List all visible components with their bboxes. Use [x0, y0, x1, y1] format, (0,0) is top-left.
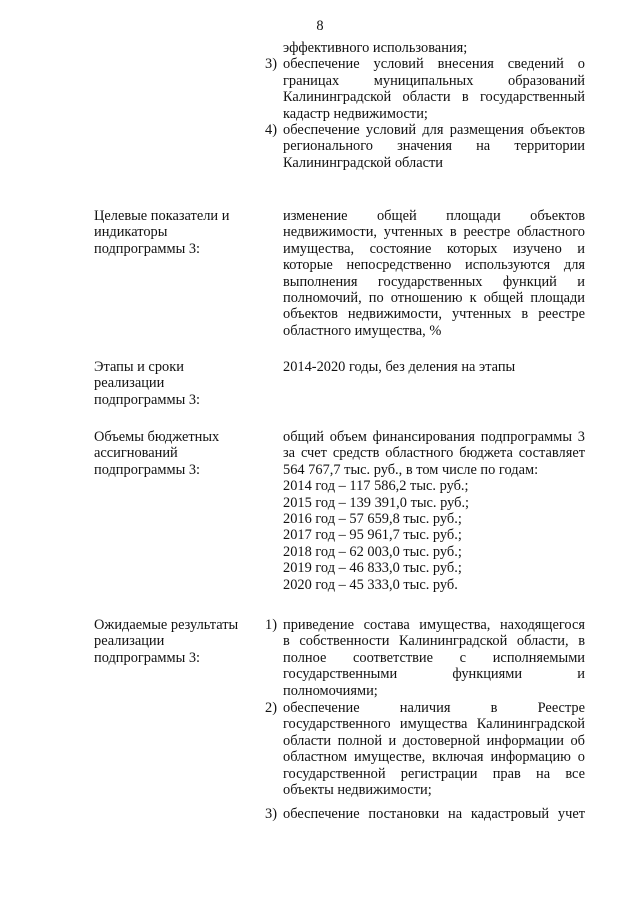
- list-item-text: обеспечение условий для размещения объектов регионального значения на территории Калининградской области: [283, 122, 585, 171]
- list-item-text: приведение состава имущества, находящегося в собственности Калининградской области, в полное соответствие с исполняемыми государственными функциями и полномочиями;: [283, 617, 585, 699]
- section-label: Целевые показатели и индикаторы подпрограммы 3:: [94, 208, 230, 257]
- list-item-number: 4): [265, 122, 277, 138]
- list-item-text: эффективного использования;: [283, 40, 468, 56]
- section-label: Этапы и сроки реализации подпрограммы 3:: [94, 359, 201, 408]
- list-item-text: обеспечение постановки на кадастровый учет: [283, 806, 585, 822]
- section-label: Объемы бюджетных ассигнований подпрограммы 3:: [94, 429, 220, 478]
- list-item-number: 1): [265, 617, 277, 633]
- list-item-text: обеспечение условий внесения сведений о границах муниципальных образований Калининградской области в государственный кадастр недвижимости;: [283, 56, 585, 122]
- list-item-text: обеспечение наличия в Реестре государственного имущества Калининградской области полной и достоверной информации об областном имуществе, включая информацию о государственной регистрации прав на все объекты недвижимости;: [283, 700, 585, 798]
- section-text: общий объем финансирования подпрограммы 3 за счет средств областного бюджета составляет 564 767,7 тыс. руб., в том числе по годам: 2014 год – 117 586,2 тыс. руб.; 2015 год – 139 391,0 тыс. руб.; 2016 год – 57 659,8 тыс. руб.; 2017 год – 95 961,7 тыс. руб.; 2018 год – 62 003,0 тыс. руб.; 2019 год – 46 833,0 тыс. руб.; 2020 год – 45 333,0 тыс. руб.: [283, 429, 585, 593]
- list-item-number: 3): [265, 806, 277, 822]
- section-text: изменение общей площади объектов недвижимости, учтенных в реестре областного имущества, состояние которых изучено и которые непосредственно используются для выполнения государственных функций и полномочий, по отношению к общей площади объектов недвижимости, учтенных в реестре областного имущества, %: [283, 208, 585, 339]
- list-item-number: 2): [265, 700, 277, 716]
- section-text: 2014-2020 годы, без деления на этапы: [283, 359, 516, 375]
- list-item-number: 3): [265, 56, 277, 73]
- section-label: Ожидаемые результаты реализации подпрограммы 3:: [94, 617, 239, 666]
- page-number: 8: [316, 18, 324, 34]
